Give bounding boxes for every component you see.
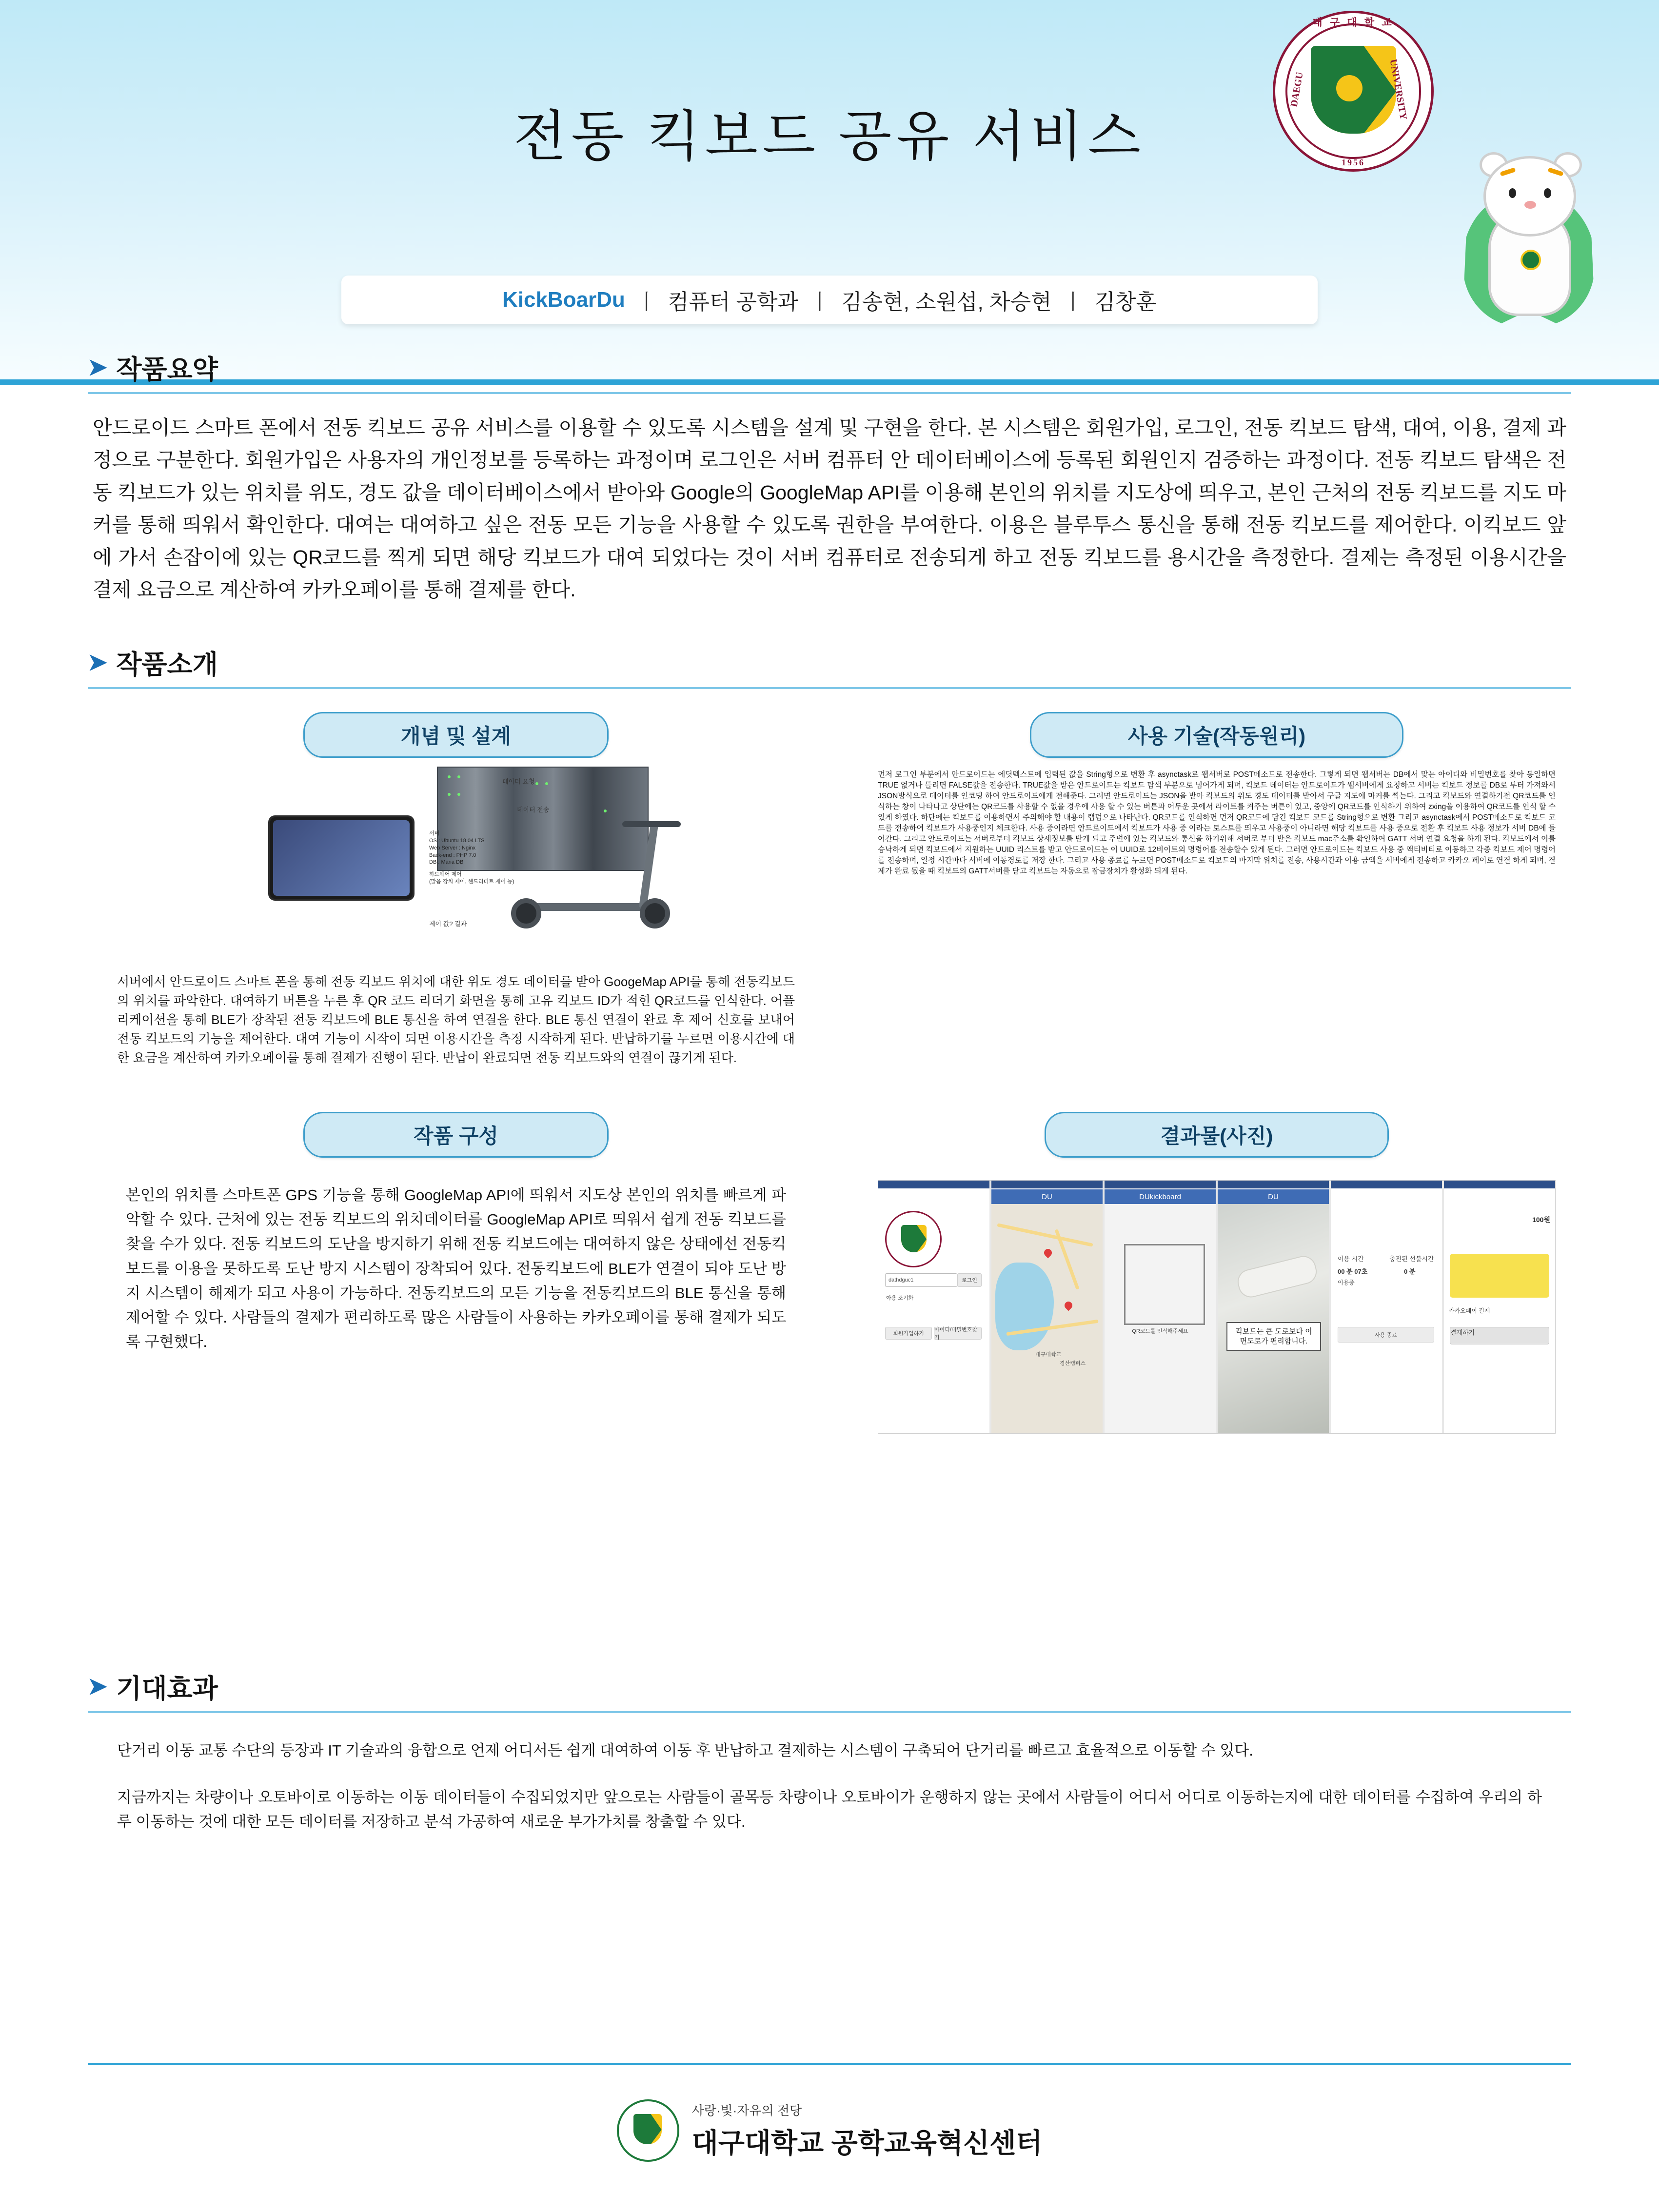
tech-pill-label: 사용 기술(작동원리) [1030, 712, 1403, 758]
spec-line-4: DB : Maria DB [429, 859, 464, 866]
map-canvas[interactable] [991, 1204, 1103, 1433]
effect-body [117, 1738, 1542, 1835]
results-panel [878, 1112, 1556, 1434]
bullet-arrow-icon: ➤ [88, 354, 108, 380]
poster-header [0, 0, 1659, 385]
map-water-body [995, 1263, 1054, 1350]
qr-statusbar [1105, 1181, 1216, 1188]
summary-divider [88, 392, 1571, 394]
server-spec-list [429, 830, 514, 886]
effect-heading-label: 기대효과 [116, 1674, 218, 1703]
concept-pill-label: 개념 및 설계 [303, 712, 609, 758]
payment-kakao-card[interactable] [1450, 1254, 1549, 1298]
intro-heading-label: 작품소개 [116, 650, 218, 679]
intro-heading [88, 644, 1659, 681]
handle-statusbar [1218, 1181, 1329, 1188]
mascot-medal-icon [1521, 250, 1541, 270]
emblem-top-text: 대 구 대 학 교 [1312, 17, 1394, 28]
emblem-shield-dot [1336, 75, 1363, 101]
handle-callout-text: 킥보드는 큰 도로보다 이면도로가 편리합니다. [1226, 1322, 1321, 1351]
effect-paragraph-2: 지금까지는 차량이나 오토바이로 이동하는 이동 데이터들이 수집되었지만 앞으로는 사람들이 골목등 차량이나 오토바이가 운행하지 않는 곳에서 사람들이 어디서 어디로 이동하는지에 대한 데이터를 수집하여 우리의 하루 이동하는 것에 대한 모든 데이터를 저장하고 분석 가공하여 새로운 부가가치를 창출할 수 있다. [117, 1789, 1542, 1831]
login-find-account-link[interactable]: 아이디/비밀번호찾기 [934, 1327, 982, 1340]
separator-2: 丨 [809, 290, 831, 314]
effect-divider [88, 1711, 1571, 1713]
tiger-mascot-icon [1458, 146, 1604, 341]
payment-amount: 100원 [1532, 1216, 1550, 1224]
phone-mockup-image [268, 815, 415, 901]
section-summary [0, 349, 1659, 606]
phone-screen [273, 820, 410, 896]
mascot-nose [1524, 201, 1536, 209]
composition-pill-label: 작품 구성 [303, 1112, 609, 1158]
footer-divider [88, 2063, 1571, 2065]
payment-method-label: 카카오페이 결제 [1449, 1307, 1490, 1314]
scooter-deck [521, 903, 657, 911]
scooter-front-wheel [640, 898, 670, 928]
composition-text: 본인의 위치를 스마트폰 GPS 기능을 통해 GoogleMap API에 띄워서 지도상 본인의 위치를 빠르게 파악할 수 있다. 근처에 있는 전동 킥보드의 위치데이터를 GoogleMap API로 띄워서 쉽게 전동 킥보드를 찾을 수가 있다. 전동 킥보드의 도난을 방지하기 위해 전동 킥보드에는 대여하지 않은 상태에선 전동킥보드를 이용을 못하도록 도난 방지 시스템이 장착되어 있다. 전동킥보드에 BLE가 연결이 되야 도난 방지 시스템이 해제가 되고 사용이 가능하다. 전동킥보드의 모든 기능을 전동킥보드의 BLE 통신을 통해 제어할 수 있다. 사람들의 결제가 편리하도록 많은 사람들이 사용하는 카카오페이를 통해 결제가 되도록 구현했다. [126, 1186, 786, 1351]
screenshot-map [991, 1181, 1103, 1433]
qr-scan-frame[interactable] [1124, 1244, 1205, 1325]
spec-line-1: OS : Ubuntu 18.04 LTS [429, 837, 485, 844]
result-screenshot-strip [878, 1180, 1556, 1434]
authors-bar [341, 276, 1318, 324]
summary-text: 안드로이드 스마트 폰에서 전동 킥보드 공유 서비스를 이용할 수 있도록 시스템을 설계 및 구현을 한다. 본 시스템은 회원가입, 로그인, 전동 킥보드 탐색, 대여, 이용, 결제 과정으로 구분한다. 회원가입은 사용자의 개인정보를 등록하는 과정이며 로그인은 서버 컴퓨터 안 데이터베이스에 등록된 회원인지 검증하는 과정이다. 전동 킥보드 탐색은 전동 킥보드가 있는 위치를 위도, 경도 값을 데이터베이스에서 받아와 Google의 GoogleMap API를 이용해 본인의 위치를 지도상에 띄우고, 본인 근처의 전동 킥보드를 지도 마커를 통해 띄워서 확인한다. 대여는 대여하고 싶은 전동 모든 기능을 사용할 수 있도록 권한을 부여한다. 이용은 블루투스 통신을 통해 전동 킥보드를 제어한다. 이킥보드 앞에 가서 손잡이에 있는 QR코드를 찍게 되면 해당 킥보드가 대여 되었다는 것이 서버 컴퓨터로 전송되게 하고 전동 킥보드를 용시간을 측정한다. 결제는 측정된 이용시간을 결제 요금으로 계산하여 카카오페이를 통해 결제를 한다. [93, 416, 1566, 601]
bullet-arrow-icon: ➤ [88, 1673, 108, 1699]
footer-content [0, 2099, 1659, 2162]
handle-grip [1235, 1253, 1319, 1300]
mascot-eye-left [1509, 188, 1516, 198]
payment-confirm-button[interactable]: 결제하기 [1450, 1327, 1549, 1344]
footer-organization: 대구대학교 공학교육혁신센터 [691, 2127, 1043, 2158]
spec-line-0: 서버 [429, 830, 440, 836]
concept-diagram-image [117, 758, 795, 968]
footer-logo-icon [617, 2099, 679, 2162]
spec-line-5: 하드웨어 제어 [429, 871, 462, 878]
page-title: 전동 킥보드 공유 서비스 [514, 107, 1146, 167]
summary-heading-label: 작품요약 [116, 355, 218, 384]
screenshot-payment [1444, 1181, 1555, 1433]
section-effect [0, 1668, 1659, 1857]
label-data-request: 데이터 요청 [502, 778, 535, 785]
mascot-eye-right [1544, 188, 1551, 198]
riding-stop-button[interactable]: 사용 종료 [1338, 1327, 1434, 1343]
map-title: DU [991, 1189, 1103, 1204]
effect-heading [88, 1668, 1659, 1705]
department-name: 컴퓨터 공학과 [668, 290, 799, 314]
university-emblem-icon [1273, 11, 1434, 172]
section-intro [0, 644, 1659, 1366]
member-names: 김송현, 소원섭, 차승현 [841, 290, 1052, 314]
scooter-image [502, 811, 707, 938]
map-statusbar [991, 1181, 1103, 1188]
riding-time-value: 00 분 07초 [1338, 1268, 1368, 1275]
scooter-handlebar [622, 821, 681, 827]
spec-line-6: (맑음 장치 제어, 핸드리더트 제어 등) [429, 879, 514, 885]
summary-heading [88, 349, 1659, 386]
footer-logo-shield [633, 2114, 662, 2144]
results-pill-label: 결과물(사진) [1045, 1112, 1389, 1158]
separator-1: 丨 [635, 290, 657, 314]
footer-slogan: 사랑·빛·자유의 전당 [691, 2103, 802, 2118]
login-signup-link[interactable]: 회원가입하기 [885, 1327, 932, 1340]
advisor-name: 김창훈 [1094, 290, 1157, 314]
intro-divider [88, 687, 1571, 689]
scooter-stem [639, 824, 658, 908]
map-marker-2[interactable] [1063, 1300, 1074, 1311]
effect-paragraph-1: 단거리 이동 교통 수단의 등장과 IT 기술과의 융합으로 언제 어디서든 쉽게 대여하여 이동 후 반납하고 결제하는 시스템이 구축되어 단거리를 빠르고 효율적으로 이동할 수 있다. [117, 1742, 1253, 1759]
handle-photo-image [1218, 1204, 1329, 1433]
qr-hint-text: QR코드를 인식해주세요 [1132, 1328, 1188, 1334]
separator-3: 丨 [1062, 290, 1084, 314]
map-place-label-2: 경산캠퍼스 [1060, 1361, 1086, 1366]
screenshot-qr [1105, 1181, 1216, 1433]
login-remember-checkbox[interactable]: 아용 조기화 [886, 1295, 914, 1301]
login-id-field[interactable]: dathdguc1 [885, 1273, 957, 1287]
bullet-arrow-icon: ➤ [88, 649, 108, 675]
emblem-shield-icon [1311, 46, 1396, 134]
login-submit-button[interactable]: 로그인 [957, 1273, 982, 1287]
composition-panel [117, 1112, 795, 1355]
login-statusbar [878, 1181, 989, 1188]
emblem-bottom-text: 1956 [1342, 158, 1365, 167]
concept-text: 서버에서 안드로이드 스마트 폰을 통해 전동 킥보드 위치에 대한 위도 경도 데이터를 받아 GoogeMap API를 통해 전동킥보드의 위치를 파악한다. 대여하기 버튼을 누른 후 QR 코드 리더기 화면을 통해 고유 킥보드 ID가 적힌 QR코드를 인식한다. 어플리케이션을 통해 BLE가 장착된 전동 킥보드에 BLE 통신을 하여 연결을 한다. BLE 통신 연결이 완료 후 제어 신호를 보내어 전동 킥보드의 기능을 제어한다. 대여 기능이 시작이 되면 이용시간을 측정 시작하게 된다. 반납하기를 누르면 이용시간에 대한 요금을 계산하여 카카오페이를 통해 결제가 진행이 된다. 반납이 완료되면 전동 킥보드와의 연결이 끊기게 된다. [117, 974, 795, 1065]
spec-line-2: Web Server : Nginx [429, 845, 476, 851]
screenshot-handle-photo [1218, 1181, 1329, 1433]
riding-statusbar [1331, 1181, 1442, 1188]
map-place-label-1: 대구대학교 [1035, 1352, 1062, 1358]
riding-charge-label: 충전된 선불시간 [1389, 1255, 1434, 1263]
team-name: KickBoarDu [502, 288, 625, 312]
payment-statusbar [1444, 1181, 1555, 1188]
emblem-right-text: UNIVERSITY [1387, 58, 1409, 121]
riding-charge-value: 0 분 [1404, 1268, 1416, 1275]
label-control-value: 제어 값? 결과 [429, 920, 467, 928]
scooter-rear-wheel [511, 898, 541, 928]
concept-panel [117, 712, 795, 1067]
poster-footer [0, 2063, 1659, 2212]
screenshot-login [878, 1181, 989, 1433]
tech-text: 먼저 로그인 부분에서 안드로이드는 에딧텍스트에 입력된 값을 String형으로 변환 후 asynctask로 웹서버로 POST메소드로 전송한다. 그렇게 되면 웹서버는 DB에서 맞는 아이디와 비밀번호를 찾아 동일하면 TRUE 없거나 틀리면 FALSE값을 전송한다. TRUE값을 받은 안드로이드는 킥보드 탐색 부분으로 넘어가게 되며, 킥보드 데이터는 안드로이드가 웹서버에게 요청하고 서버는 킥보드 정보를 DB로 부터 가져와서 JSON방식으로 데이터를 인코딩 하여 안드로이드에게 전해준다. 그러면 안드로이드는 JSON을 받아 킥보드의 위도 경도 데이터를 받아서 구글 지도에 마커를 찍는다. 그리고 킥보드와 연결하기전 QR코드를 인식하는 창이 나타나고 상단에는 QR코드를 사용할 수 없을 경우에 사용 할 수 있는 버튼과 어두운 곳에서 라이트를 켜주는 버튼이 있고, 중앙에 QR코드를 인식하기 위하여 zxing을 이용하여 QR코드를 인식 할 수 있게 하였다. 하단에는 킥보드를 이용하면서 주의해야 할 내용이 랩덤으로 나타난다. QR코드를 인식하면 먼저 QR코드에 담긴 킥보드 코드를 String형으로 변환 그리고 asynctask에서 POST메소드로 킥보드 코드를 전송하여 킥보드가 사용중인지 체크한다. 사용 중이라면 안드로이드에서 킥보드가 사용 중 이라는 토스트를 띄우고 사용중이 아니라면 해당 킥보드를 사용 중으로 전환 후 킥보드 사용 정보가 서버 DB에 들어간다. 그리고 안드로이드는 서버로부터 킥보드 상세정보를 받게 되고 주변에 있는 킥보드와 통신을 하기위해 서버로 부터 받은 킥보드 mac주소를 확인하여 GATT 서버 연결 요청을 하게 된다. 킥보드에서 이를 승낙하게 되면 킥보드에서 지원하는 UUID 리스트를 받고 안드로이드는 이 UUID로 12비이트의 명령어를 전송할수 있게 된다. 그러면 안드로이드는 킥보드 사용 중 액티비티로 이동하고 각종 킥보드 제어 명령어를 전송하며, 일정 시간마다 서버에 이동경로를 저장 한다. 그리고 사용 종료를 누르면 POST메소드로 킥보드의 마지막 위치를 전송, 사용시간과 이용 금액을 서버에게 전송하고 카카오 페이로 연결 하게 되며, 결제가 완료 됬을 때 킥보드의 GATT서버를 닫고 킥보드는 자동으로 잠금장치가 활성화 되게 된다. [878, 770, 1556, 875]
map-marker-1[interactable] [1043, 1247, 1054, 1259]
mascot-head [1483, 156, 1576, 237]
riding-time-label: 이용 시간 [1338, 1255, 1364, 1263]
login-logo-shield [901, 1225, 927, 1252]
footer-text-block [692, 2101, 1043, 2161]
login-logo-icon [885, 1211, 942, 1267]
screenshot-riding [1331, 1181, 1442, 1433]
spec-line-3: Back-end : PHP 7.0 [429, 852, 476, 858]
riding-status-label: 이용중 [1338, 1279, 1355, 1286]
handle-title: DU [1218, 1189, 1329, 1204]
tech-panel [878, 712, 1556, 877]
emblem-left-text: DAEGU [1288, 71, 1305, 108]
qr-title: DUkickboard [1105, 1189, 1216, 1204]
label-data-response: 데이터 전송 [517, 806, 550, 813]
map-road-1 [997, 1223, 1093, 1246]
